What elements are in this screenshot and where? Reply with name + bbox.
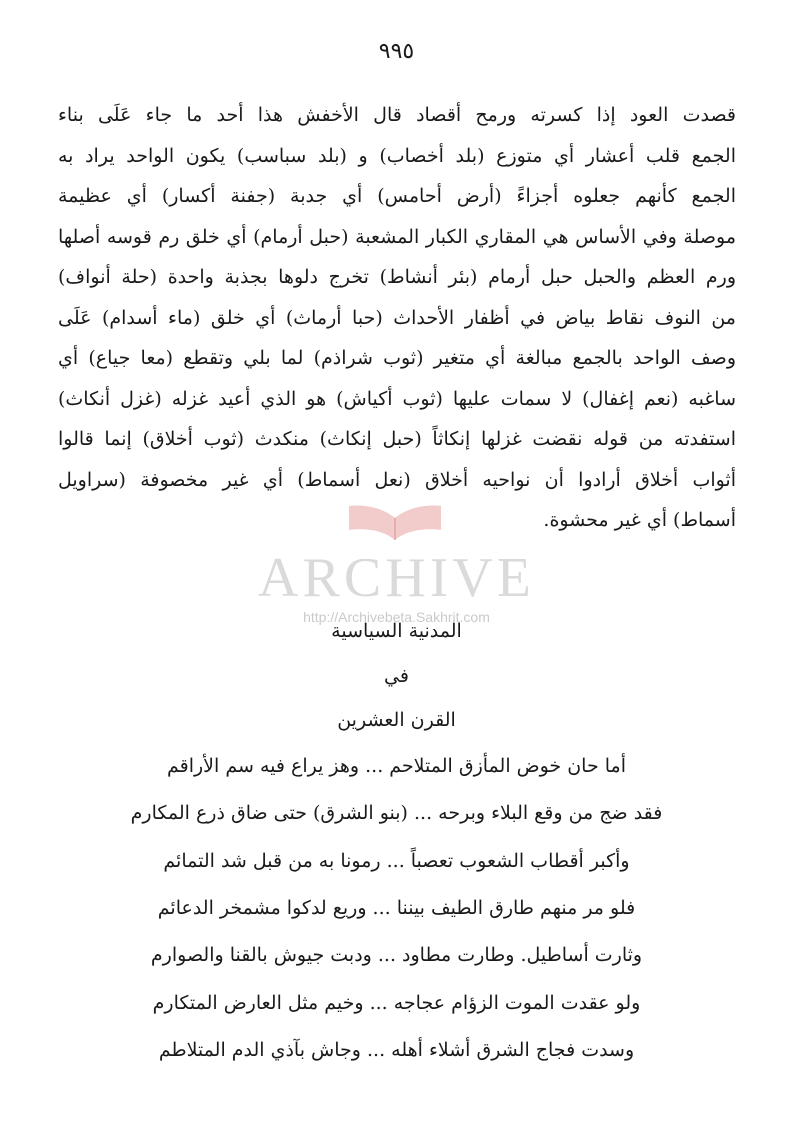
- paragraph-line: أسماط) أي غير محشوة.: [543, 509, 736, 531]
- paragraph-line: موصلة وفي الأساس هي المقاري الكبار المشعبة (حبل أرمام) أي خلق رم قوسه أصلها: [58, 225, 736, 248]
- paragraph-line: الجمع كأنهم جعلوه أجزاءً (أرض أحامس) أي جدبة (جفنة أكسار) أي عظيمة: [58, 185, 736, 207]
- body-paragraph: [58, 95, 736, 541]
- verse-line: ولو عقدت الموت الزؤام عجاجه ... وخيم مثل العارض المتكارم: [152, 992, 641, 1014]
- verse-line: فقد ضج من وقع البلاء وبرحه ... (بنو الشرق) حتى ضاق ذرع المكارم: [130, 802, 663, 824]
- paragraph-line: الجمع قلب أعشار أي متوزع (بلد أخصاب) و (بلد سباسب) يكون الواحد يراد به: [58, 144, 736, 167]
- watermark-url: http://Archivebeta.Sakhrit.com: [303, 609, 490, 625]
- paragraph-line: استفدته من قوله نقضت غزلها إنكاثاً (حبل إنكاث) منكدث (ثوب أخلاق) إنما قالوا: [58, 428, 736, 450]
- page-number: ٩٩٥: [378, 39, 415, 64]
- paragraph-line: وصف الواحد بالجمع مبالغة أي متغير (ثوب شراذم) لما بلي وتقطع (معا جياع) أي: [58, 347, 736, 369]
- section-heading-line-1: المدنية السياسية: [331, 620, 462, 642]
- verse-line: فلو مر منهم طارق الطيف بيننا ... وريع لدكوا مشمخر الدعائم: [157, 897, 636, 919]
- verse-line: وسدت فجاج الشرق أشلاء أهله ... وجاش بآذي الدم المتلاطم: [158, 1039, 635, 1061]
- paragraph-line: ورم العظم والحبل حبل أرمام (بئر أنشاط) تخرج دلوها بجذبة واحدة (حلة أنواف): [58, 266, 736, 288]
- paragraph-line: من النوف نقاط بياض في أظفار الأحداث (حبا أرماث) أي خلق (ماء أسدام) عَلَى: [58, 306, 736, 329]
- watermark-title: ARCHIVE: [258, 547, 535, 609]
- section-heading-line-3: القرن العشرين: [337, 709, 456, 731]
- verse-line: وأكبر أقطاب الشعوب تعصباً ... رمونا به من قبل شد التمائم: [163, 850, 630, 872]
- verse-line: أما حان خوض المأزق المتلاحم ... وهز يراع فيه سم الأراقم: [167, 755, 626, 777]
- paragraph-line: ساغبه (نعم إغفال) لا سمات عليها (ثوب أكياش) هو الذي أعيد غزله (غزل أنكاث): [58, 387, 736, 410]
- section-heading-line-2: في: [384, 665, 409, 687]
- verse-line: وثارت أساطيل. وطارت مطاود ... ودبت جيوش بالقنا والصوارم: [150, 944, 643, 966]
- paragraph-line: قصدت العود إذا كسرته ورمح أقصاد قال الأخفش هذا أحد ما جاء عَلَى بناء: [58, 104, 736, 126]
- paragraph-line: أثواب أخلاق أرادوا أن نواحيه أخلاق (نعل أسماط) أي غير مخصوفة (سراويل: [58, 468, 736, 491]
